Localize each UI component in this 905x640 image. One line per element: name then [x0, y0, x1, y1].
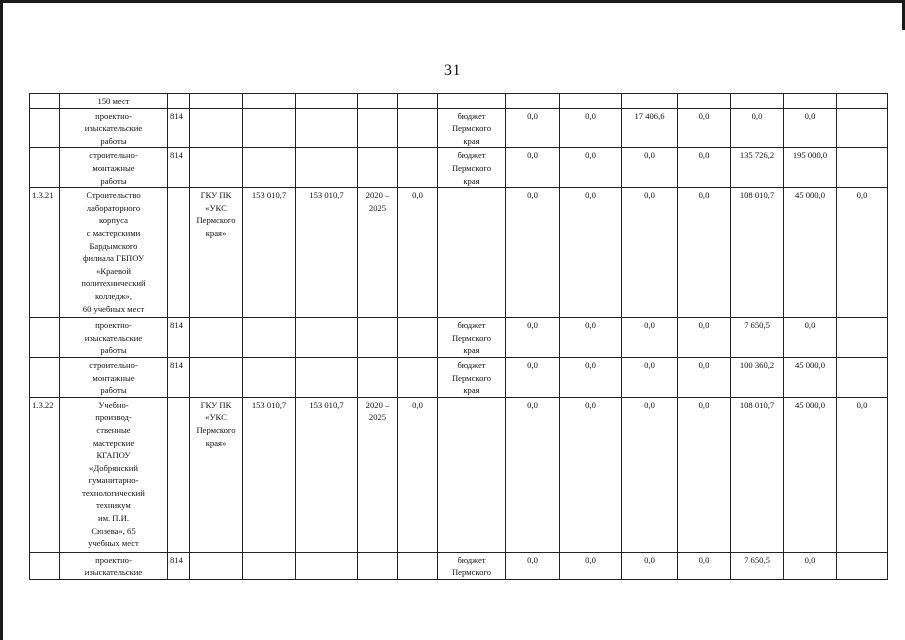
funding-source-line: бюджет	[457, 150, 486, 161]
cell-value-3: 0,0	[622, 397, 678, 552]
table-row	[30, 318, 888, 358]
item-name-line: Учебно-	[98, 399, 129, 410]
cell-executor	[190, 94, 243, 109]
cell-value-3: 0,0	[622, 318, 678, 358]
cell-value-5: 108 010,7	[731, 397, 784, 552]
cell-estimate-cost	[296, 108, 358, 148]
cell-item-name	[60, 397, 168, 552]
cell-total-cost	[243, 357, 296, 397]
funding-source-line: края	[463, 135, 480, 146]
cell-value-6: 0,0	[784, 552, 837, 579]
table-row	[30, 397, 888, 552]
cell-period	[358, 108, 398, 148]
cell-item-name	[60, 188, 168, 318]
table-row	[30, 357, 888, 397]
funding-source-line: Пермского	[451, 332, 492, 343]
cell-value-5: 0,0	[731, 108, 784, 148]
item-name-line: работы	[100, 345, 127, 356]
item-name-line: проектно-	[95, 320, 132, 331]
cell-row-number	[30, 357, 60, 397]
item-name-line: гуманитарно-	[88, 475, 139, 486]
item-name-line: работы	[100, 175, 127, 186]
cell-value-1: 0,0	[506, 357, 560, 397]
cell-value-7	[837, 148, 888, 188]
item-name-line: «Добрянский	[89, 462, 138, 473]
cell-value-5: 7 650,5	[731, 318, 784, 358]
cell-value-4: 0,0	[678, 108, 731, 148]
item-name-line: проектно-	[95, 110, 132, 121]
cell-value-5: 135 726,2	[731, 148, 784, 188]
cell-value-4: 0,0	[678, 148, 731, 188]
item-name-line: 60 учебных мест	[82, 303, 145, 314]
cell-value-6: 45 000,0	[784, 397, 837, 552]
cell-value-2: 0,0	[560, 188, 622, 318]
cell-value-5: 7 650,5	[731, 552, 784, 579]
item-name-line: Строительство	[86, 190, 141, 201]
item-name-line: работы	[100, 135, 127, 146]
item-name-line: мастерские	[92, 437, 135, 448]
item-name-line: изыскательские	[84, 123, 143, 134]
cell-value-7	[837, 94, 888, 109]
item-name-line: проектно-	[95, 554, 132, 565]
cell-value-6: 45 000,0	[784, 188, 837, 318]
executor-line: Пермского	[196, 424, 236, 435]
item-name-line: строительно-	[89, 359, 138, 370]
cell-value-1: 0,0	[506, 188, 560, 318]
cell-funding-source	[438, 108, 506, 148]
cell-item-name	[60, 148, 168, 188]
cell-value-2: 0,0	[560, 397, 622, 552]
item-name-line: производ-	[95, 412, 132, 423]
cell-value-2: 0,0	[560, 552, 622, 579]
funding-source-line: Пермского	[451, 567, 492, 578]
cell-value-1: 0,0	[506, 552, 560, 579]
item-name-line: Сюзева», 65	[91, 525, 136, 536]
cell-value-6: 0,0	[784, 108, 837, 148]
item-name-line: изыскательские	[84, 567, 143, 578]
cell-value-7	[837, 318, 888, 358]
cell-value-2: 0,0	[560, 318, 622, 358]
cell-total-cost: 153 010,7	[243, 397, 296, 552]
budget-table	[29, 93, 888, 580]
cell-executor	[190, 188, 243, 318]
cell-item-name	[60, 108, 168, 148]
item-name-line: работы	[100, 385, 127, 396]
cell-value-2: 0,0	[560, 357, 622, 397]
cell-value-4: 0,0	[678, 397, 731, 552]
cell-row-number	[30, 94, 60, 109]
cell-grbs-code: 814	[168, 552, 190, 579]
cell-grbs-code: 814	[168, 108, 190, 148]
cell-grbs-code	[168, 94, 190, 109]
cell-item-name	[60, 357, 168, 397]
cell-executor	[190, 318, 243, 358]
cell-grbs-code	[168, 397, 190, 552]
cell-value-7	[837, 552, 888, 579]
cell-value-7	[837, 357, 888, 397]
funding-source-line: Пермского	[451, 372, 492, 383]
cell-row-number	[30, 148, 60, 188]
cell-total-cost	[243, 148, 296, 188]
cell-value-3: 0,0	[622, 552, 678, 579]
cell-estimate-cost	[296, 94, 358, 109]
table-row	[30, 94, 888, 109]
table-body	[30, 94, 888, 580]
item-name-line: колледж»,	[95, 290, 132, 301]
item-name-line: с мастерскими	[86, 227, 141, 238]
cell-value-1: 0,0	[506, 148, 560, 188]
executor-line: ГКУ ПК	[200, 190, 232, 201]
cell-value-2: 0,0	[560, 108, 622, 148]
cell-total-cost	[243, 318, 296, 358]
cell-prior-years: 0,0	[398, 397, 438, 552]
cell-item-name	[60, 318, 168, 358]
cell-grbs-code	[168, 188, 190, 318]
cell-prior-years	[398, 108, 438, 148]
cell-value-4: 0,0	[678, 357, 731, 397]
cell-row-number	[30, 552, 60, 579]
item-name-line: Бардымского	[89, 240, 138, 251]
table-row	[30, 552, 888, 579]
period-line: 2020 –	[365, 399, 390, 410]
cell-row-number	[30, 318, 60, 358]
cell-value-6: 0,0	[784, 318, 837, 358]
table-row	[30, 148, 888, 188]
cell-value-3	[622, 94, 678, 109]
cell-funding-source	[438, 94, 506, 109]
item-name-line: монтажные	[92, 372, 135, 383]
cell-value-2: 0,0	[560, 148, 622, 188]
cell-value-2	[560, 94, 622, 109]
item-name-line: «Краевой	[96, 265, 131, 276]
cell-funding-source	[438, 318, 506, 358]
cell-funding-source	[438, 357, 506, 397]
cell-total-cost	[243, 552, 296, 579]
funding-source-line: бюджет	[457, 110, 486, 121]
item-name-line: техникум	[96, 500, 131, 511]
cell-prior-years	[398, 148, 438, 188]
cell-period	[358, 397, 398, 552]
cell-value-1: 0,0	[506, 397, 560, 552]
item-name-line: технологический	[82, 487, 145, 498]
cell-item-name	[60, 94, 168, 109]
item-name-line: КГАПОУ	[96, 450, 131, 461]
cell-funding-source	[438, 188, 506, 318]
cell-estimate-cost	[296, 148, 358, 188]
cell-value-1	[506, 94, 560, 109]
cell-total-cost: 153 010,7	[243, 188, 296, 318]
cell-value-1: 0,0	[506, 318, 560, 358]
cell-grbs-code: 814	[168, 148, 190, 188]
item-name-line: ственные	[96, 424, 131, 435]
cell-value-5: 100 360,2	[731, 357, 784, 397]
cell-value-3: 0,0	[622, 148, 678, 188]
cell-row-number: 1.3.22	[30, 397, 60, 552]
funding-source-line: края	[463, 175, 480, 186]
period-line: 2025	[368, 202, 387, 213]
period-line: 2020 –	[365, 190, 390, 201]
funding-source-line: бюджет	[457, 320, 486, 331]
cell-value-5: 108 010,7	[731, 188, 784, 318]
cell-value-4: 0,0	[678, 318, 731, 358]
cell-total-cost	[243, 108, 296, 148]
cell-item-name	[60, 552, 168, 579]
cell-period	[358, 318, 398, 358]
funding-source-line: края	[463, 345, 480, 356]
cell-value-6: 45 000,0	[784, 357, 837, 397]
executor-line: «УКС	[205, 202, 227, 213]
scan-edge-left	[0, 0, 3, 640]
cell-estimate-cost: 153 010,7	[296, 188, 358, 318]
item-name-line: филиала ГБПОУ	[82, 253, 145, 264]
period-line: 2025	[368, 412, 387, 423]
item-name-line: строительно-	[89, 150, 138, 161]
item-name-line: лабораторного	[86, 202, 141, 213]
executor-line: края»	[205, 227, 227, 238]
table-row	[30, 108, 888, 148]
cell-estimate-cost: 153 010,7	[296, 397, 358, 552]
cell-estimate-cost	[296, 552, 358, 579]
cell-grbs-code: 814	[168, 318, 190, 358]
cell-total-cost	[243, 94, 296, 109]
funding-source-line: края	[463, 385, 480, 396]
item-name-line: им. П.И.	[97, 513, 130, 524]
cell-period	[358, 94, 398, 109]
cell-value-3: 0,0	[622, 357, 678, 397]
cell-prior-years	[398, 552, 438, 579]
cell-prior-years	[398, 318, 438, 358]
cell-prior-years	[398, 94, 438, 109]
funding-source-line: Пермского	[451, 123, 492, 134]
cell-funding-source	[438, 552, 506, 579]
cell-period	[358, 148, 398, 188]
cell-executor	[190, 397, 243, 552]
item-name-line: политехнический	[81, 278, 146, 289]
item-name-line: монтажные	[92, 162, 135, 173]
cell-value-6	[784, 94, 837, 109]
executor-line: Пермского	[196, 215, 236, 226]
item-name-line: изыскательские	[84, 332, 143, 343]
item-name-line: корпуса	[99, 215, 128, 226]
cell-row-number: 1.3.21	[30, 188, 60, 318]
scan-edge-top	[0, 0, 905, 3]
cell-value-7: 0,0	[837, 188, 888, 318]
cell-estimate-cost	[296, 318, 358, 358]
cell-executor	[190, 108, 243, 148]
cell-value-5	[731, 94, 784, 109]
cell-value-7	[837, 108, 888, 148]
cell-executor	[190, 148, 243, 188]
cell-value-4	[678, 94, 731, 109]
cell-value-6: 195 000,0	[784, 148, 837, 188]
cell-prior-years: 0,0	[398, 188, 438, 318]
page-number: 31	[444, 62, 461, 79]
cell-executor	[190, 357, 243, 397]
cell-period	[358, 552, 398, 579]
funding-source-line: Пермского	[451, 162, 492, 173]
executor-line: края»	[205, 437, 227, 448]
funding-source-line: бюджет	[457, 554, 486, 565]
item-name-line: учебных мест	[88, 538, 139, 549]
executor-line: ГКУ ПК	[200, 399, 232, 410]
cell-value-4: 0,0	[678, 552, 731, 579]
cell-value-3: 17 406,6	[622, 108, 678, 148]
funding-source-line: бюджет	[457, 359, 486, 370]
cell-row-number	[30, 108, 60, 148]
cell-grbs-code: 814	[168, 357, 190, 397]
item-name-line: 150 мест	[97, 96, 130, 106]
cell-funding-source	[438, 148, 506, 188]
cell-value-4: 0,0	[678, 188, 731, 318]
cell-value-7: 0,0	[837, 397, 888, 552]
cell-executor	[190, 552, 243, 579]
cell-value-3: 0,0	[622, 188, 678, 318]
cell-prior-years	[398, 357, 438, 397]
cell-period	[358, 188, 398, 318]
cell-estimate-cost	[296, 357, 358, 397]
cell-value-1: 0,0	[506, 108, 560, 148]
cell-funding-source	[438, 397, 506, 552]
executor-line: «УКС	[205, 412, 227, 423]
table-row	[30, 188, 888, 318]
cell-period	[358, 357, 398, 397]
